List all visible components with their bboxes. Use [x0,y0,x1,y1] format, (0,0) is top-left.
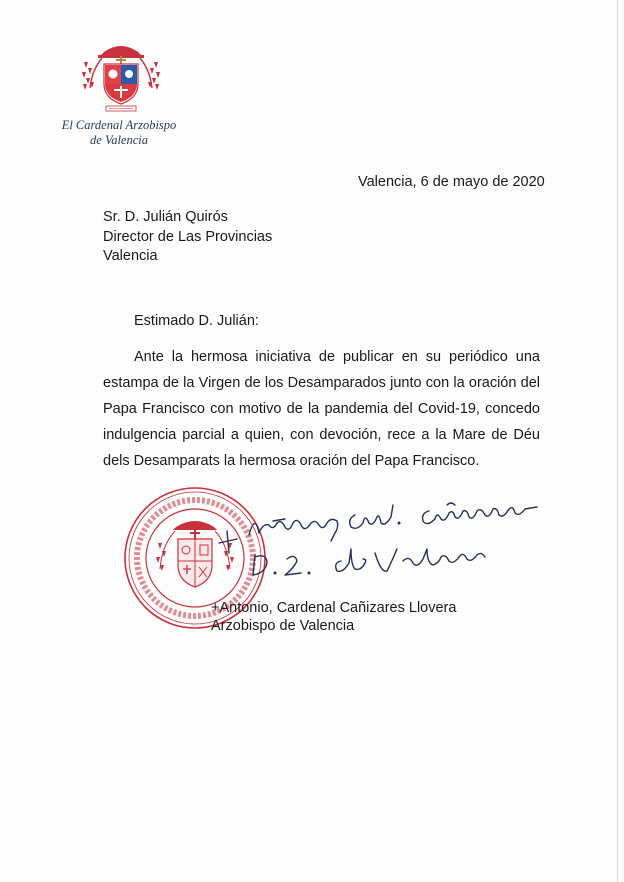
letterhead-caption-line2: de Valencia [90,133,148,147]
signer-title: Arzobispo de Valencia [211,618,355,634]
letter-date: Valencia, 6 de mayo de 2020 [358,174,545,190]
recipient-city: Valencia [103,248,158,264]
signer-block [211,599,456,635]
recipient-title: Director de Las Provincias [103,228,273,245]
handwritten-signature-icon [215,483,560,588]
recipient-address [103,208,272,267]
recipient-name: Sr. D. Julián Quirós [103,209,228,225]
letter-body: Ante la hermosa iniciativa de publicar en su periódico una estampa de la Virgen de los Desamparados junto con la oración del Papa Francisco con motivo de la pandemia del Covid-19, concedo indulgencia parcial a quien, con devoción, rece a la Mare de Déu dels Desamparats la hermosa oración del Papa Francisco. [103,349,540,469]
signer-name: +Antonio, Cardenal Cañizares Llovera [211,600,457,616]
greeting: Estimado D. Julián: [134,313,259,329]
cardinal-coat-of-arms-icon [80,40,162,116]
page-edge [617,0,618,882]
letterhead-caption [44,118,194,148]
letterhead-caption-line1: El Cardenal Arzobispo [61,118,177,132]
